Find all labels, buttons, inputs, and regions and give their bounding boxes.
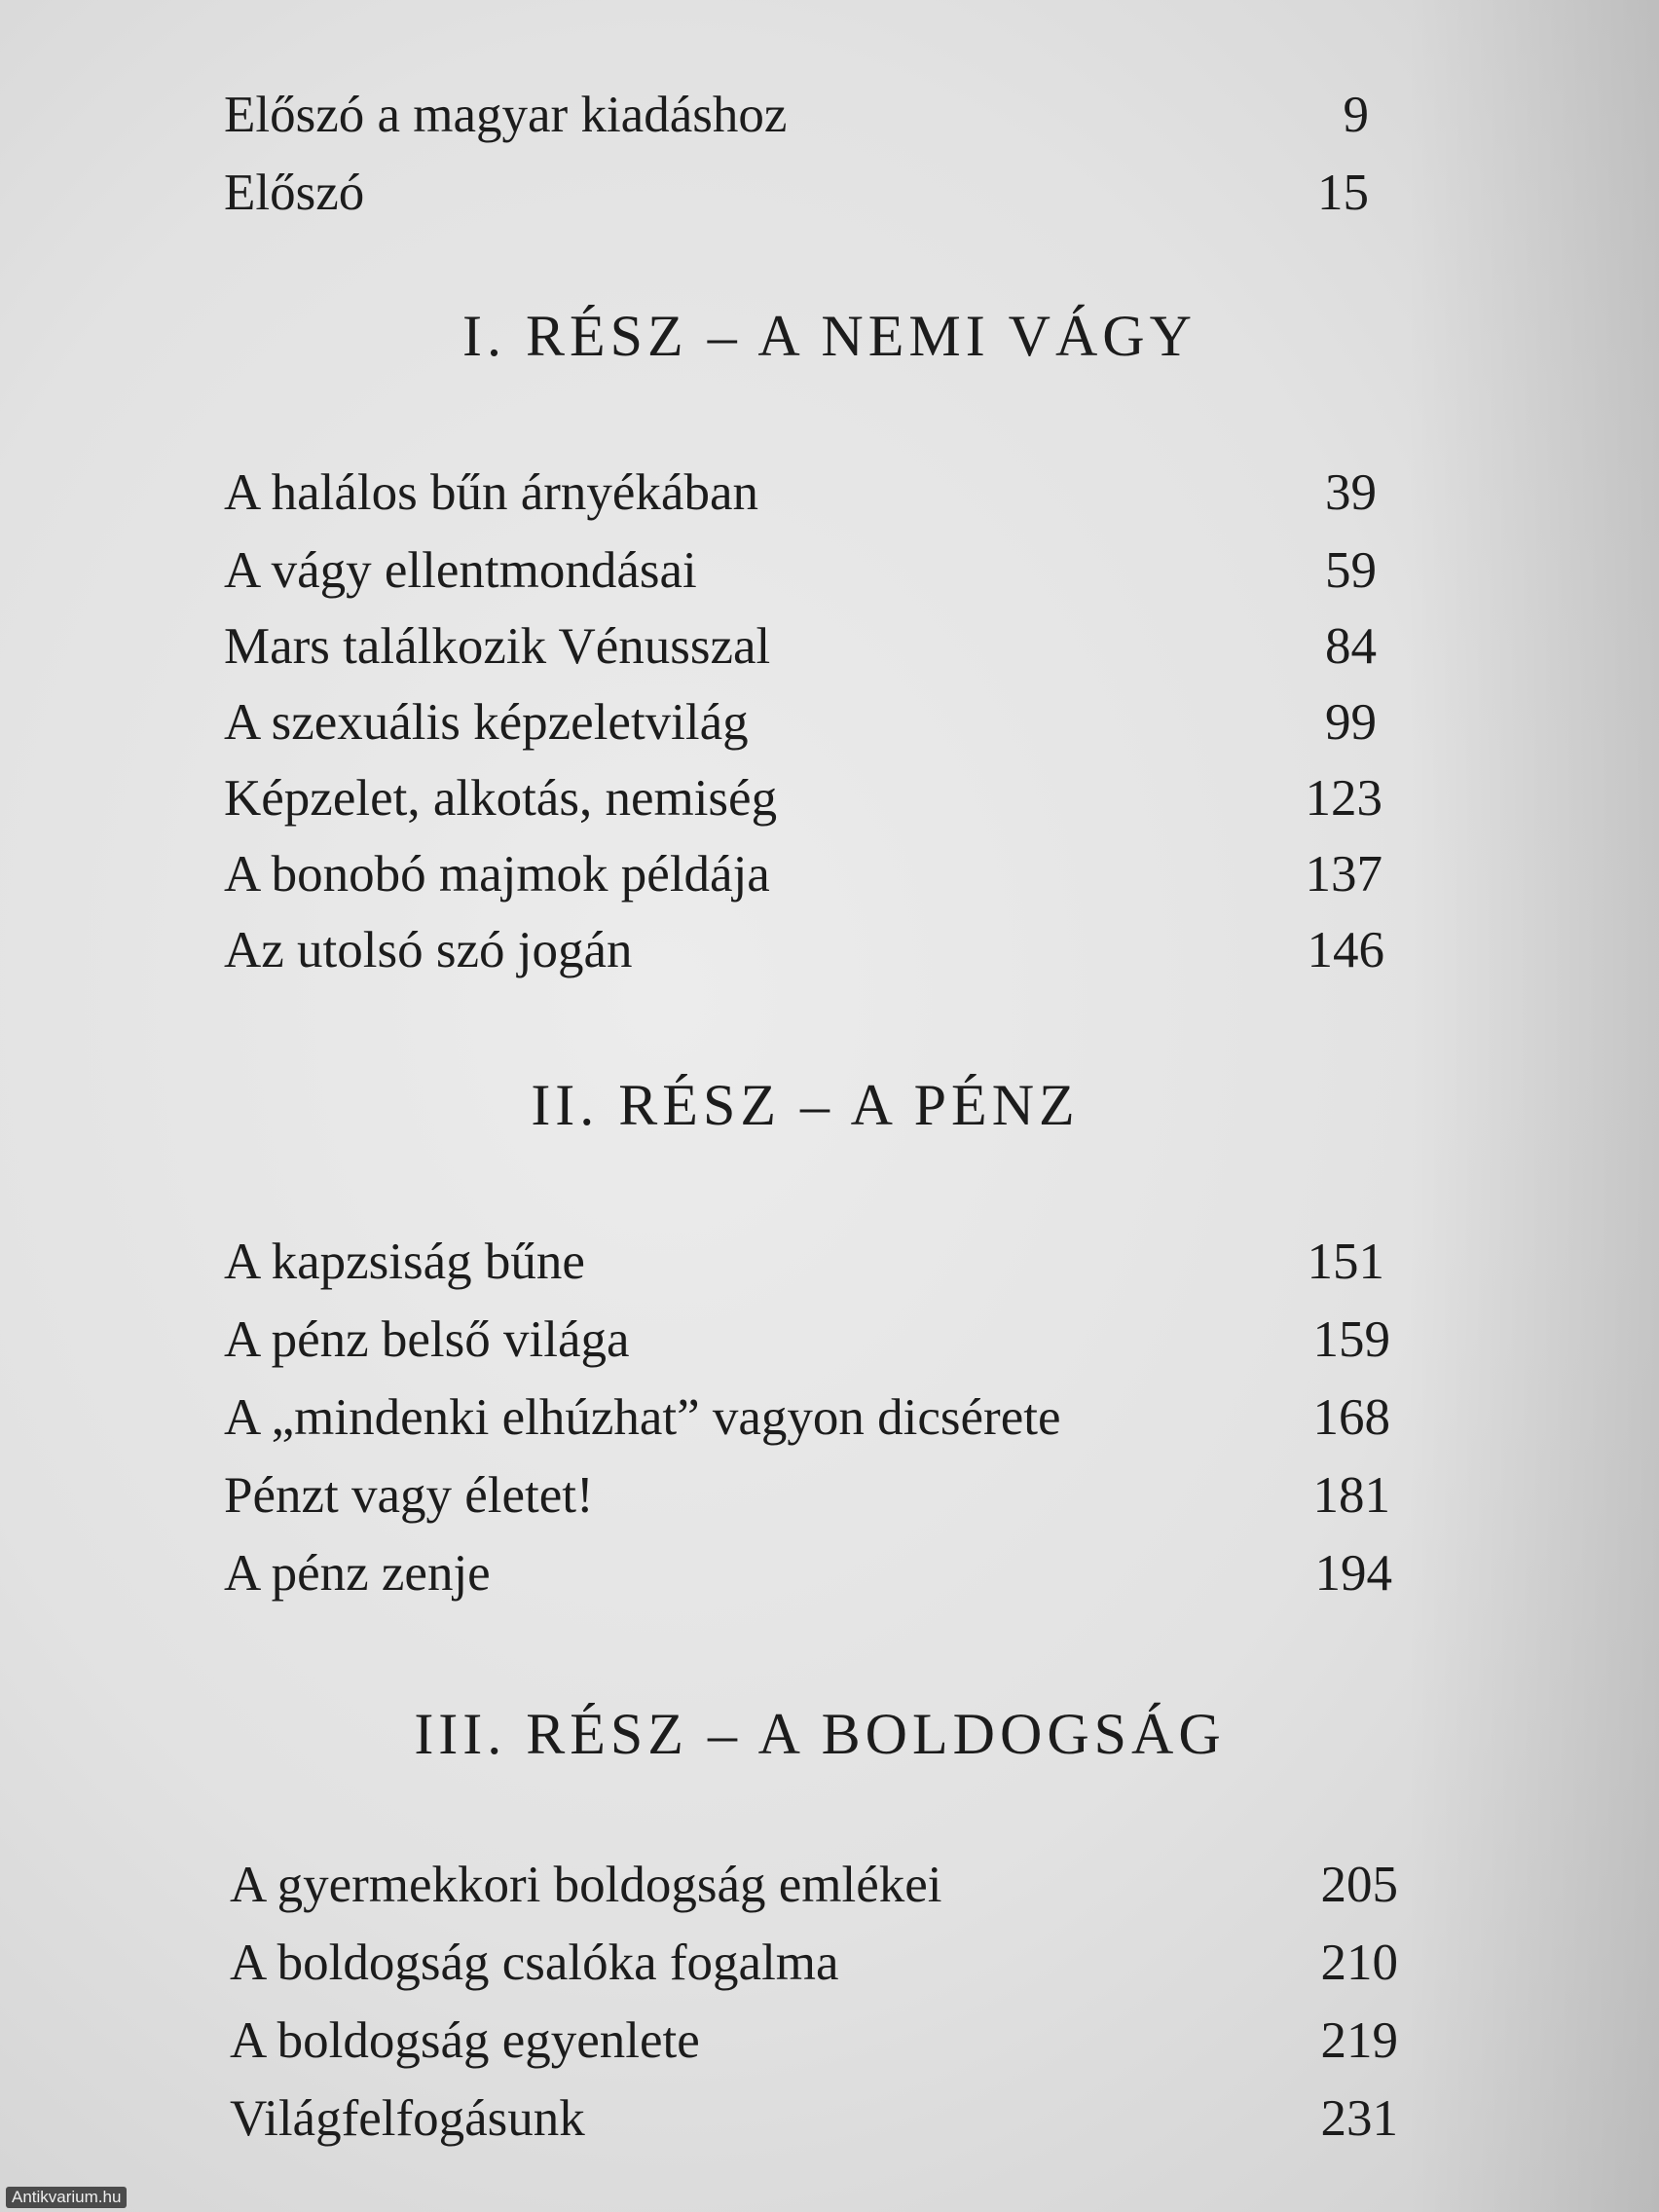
toc-entry-title: A boldogság csalóka fogalma <box>230 1935 839 1991</box>
toc-entry-title: A szexuális képzeletvilág <box>224 694 749 751</box>
toc-entry <box>224 1456 1392 1534</box>
toc-entry-preface <box>224 154 1392 232</box>
toc-entry-page: 146 <box>1307 922 1384 978</box>
toc-entry <box>230 1846 1398 1924</box>
toc-entry <box>224 911 1392 989</box>
part-heading: I. RÉSZ – A NEMI VÁGY <box>462 304 1197 368</box>
toc-entry <box>224 1223 1392 1301</box>
toc-entry-page: 123 <box>1305 770 1382 827</box>
source-watermark: Antikvarium.hu <box>6 2187 127 2208</box>
toc-entry-page: 39 <box>1325 464 1377 521</box>
toc-entry-title: Pénzt vagy életet! <box>224 1467 594 1524</box>
toc-entry-title: A „mindenki elhúzhat” vagyon dicsérete <box>224 1389 1061 1446</box>
part-heading: III. RÉSZ – A BOLDOGSÁG <box>414 1702 1226 1766</box>
toc-entry-title: A pénz belső világa <box>224 1311 630 1368</box>
toc-entry-page: 59 <box>1325 542 1377 599</box>
toc-entry-title: Világfelfogásunk <box>230 2090 585 2147</box>
toc-entry-page: 99 <box>1325 694 1377 751</box>
toc-entry <box>224 532 1392 609</box>
toc-entry <box>224 683 1392 761</box>
toc-entry-page: 151 <box>1307 1234 1384 1290</box>
toc-entry <box>224 608 1392 685</box>
toc-entry <box>224 1379 1392 1456</box>
toc-entry-preface-hungarian <box>224 76 1392 154</box>
toc-entry <box>230 2080 1398 2157</box>
toc-entry-title: Előszó <box>224 165 365 221</box>
toc-entry-title: Képzelet, alkotás, nemiség <box>224 770 778 827</box>
toc-entry <box>224 759 1392 837</box>
toc-entry-page: 205 <box>1320 1857 1398 1913</box>
toc-entry-page: 181 <box>1312 1467 1390 1524</box>
toc-entry-title: Mars találkozik Vénusszal <box>224 618 771 675</box>
toc-entry-page: 159 <box>1312 1311 1390 1368</box>
toc-entry-title: A halálos bűn árnyékában <box>224 464 758 521</box>
toc-entry-page: 210 <box>1320 1935 1398 1991</box>
part-heading: II. RÉSZ – A PÉNZ <box>531 1073 1080 1137</box>
toc-entry-title: A boldogság egyenlete <box>230 2012 700 2069</box>
toc-entry-title: A gyermekkori boldogság emlékei <box>230 1857 942 1913</box>
toc-entry <box>224 454 1392 532</box>
toc-entry-page: 168 <box>1312 1389 1390 1446</box>
toc-entry <box>224 1301 1392 1379</box>
toc-entry-page: 9 <box>1343 87 1369 143</box>
toc-entry <box>230 2002 1398 2080</box>
toc-entry-title: A pénz zenje <box>224 1545 491 1602</box>
toc-entry-title: A bonobó majmok példája <box>224 846 770 903</box>
toc-entry-page: 137 <box>1305 846 1382 903</box>
toc-entry-title: A kapzsiság bűne <box>224 1234 585 1290</box>
toc-entry-title: Előszó a magyar kiadáshoz <box>224 87 788 143</box>
toc-entry-page: 15 <box>1317 165 1369 221</box>
toc-entry-page: 219 <box>1320 2012 1398 2069</box>
toc-entry-title: A vágy ellentmondásai <box>224 542 697 599</box>
toc-entry <box>224 1534 1392 1612</box>
toc-entry-page: 231 <box>1320 2090 1398 2147</box>
toc-entry-page: 84 <box>1325 618 1377 675</box>
toc-entry <box>224 835 1392 913</box>
toc-entry-page: 194 <box>1314 1545 1392 1602</box>
toc-entry-title: Az utolsó szó jogán <box>224 922 633 978</box>
toc-entry <box>230 1924 1398 2002</box>
